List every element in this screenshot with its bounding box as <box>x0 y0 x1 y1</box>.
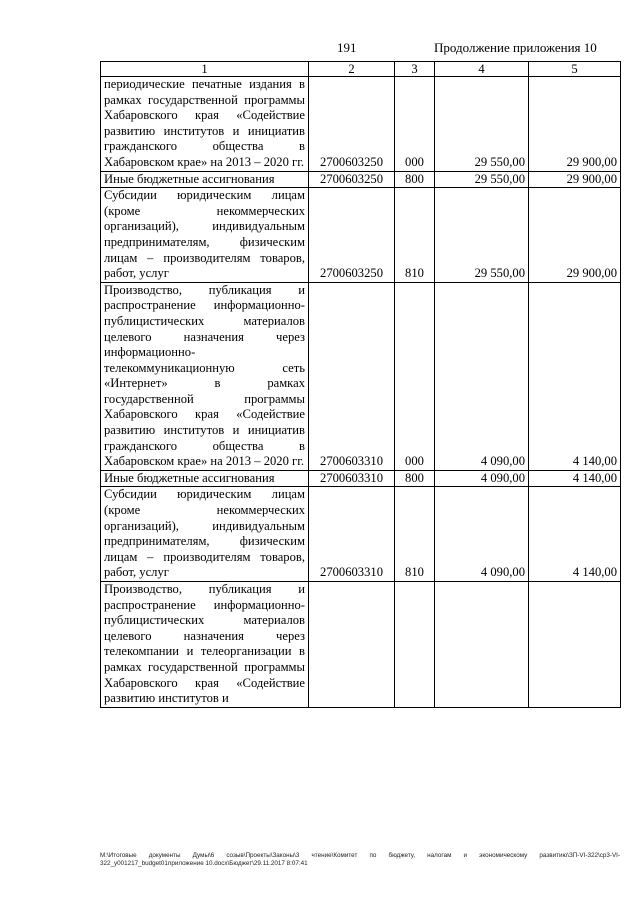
table-row <box>101 487 621 582</box>
row-description: Иные бюджетные ассигнования <box>101 470 309 487</box>
row-description: Производство, публикация и распространение информационно-публицистических материалов целевого назначения через информационно-телекоммуникационную сеть «Интернет» в рамках государственной программы Хабаровского края «Содействие развитию институтов и инициатив гражданского общества в Хабаровском крае» на 2013 – 2020 гг. <box>101 282 309 470</box>
column-header: 4 <box>435 62 529 77</box>
row-amount-col5: 29 900,00 <box>529 188 621 283</box>
row-amount-col4: 4 090,00 <box>435 282 529 470</box>
column-header: 2 <box>309 62 395 77</box>
column-header: 3 <box>395 62 435 77</box>
row-csr-code: 2700603250 <box>309 171 395 188</box>
row-amount-col4: 29 550,00 <box>435 77 529 172</box>
row-vr-code: 810 <box>395 487 435 582</box>
row-amount-col5: 4 140,00 <box>529 470 621 487</box>
row-amount-col4: 29 550,00 <box>435 171 529 188</box>
table-row <box>101 77 621 172</box>
page-number: 191 <box>337 40 357 55</box>
row-vr-code: 800 <box>395 470 435 487</box>
row-amount-col5: 4 140,00 <box>529 487 621 582</box>
row-amount-col4: 29 550,00 <box>435 188 529 283</box>
row-vr-code: 000 <box>395 77 435 172</box>
row-description: Субсидии юридическим лицам (кроме некоммерческих организаций), индивидуальным предпринимателям, физическим лицам – производителям товаров, работ, услуг <box>101 487 309 582</box>
column-header: 1 <box>101 62 309 77</box>
row-amount-col4: 4 090,00 <box>435 470 529 487</box>
appendix-continuation-note: Продолжение приложения 10 <box>434 40 597 55</box>
document-file-path-footer: M:\Итоговые документы Думы\6 созыв\Проекты\Законы\3 чтение\Комитет по бюджету, налогам и экономическому развитию\ЗП-VI-322\ср3-VI-322_у001217_budget01приложение 10.docx\Бюджет\29.11.2017 8:07:41 <box>100 852 620 867</box>
row-amount-col4 <box>435 582 529 708</box>
row-vr-code: 810 <box>395 188 435 283</box>
row-vr-code <box>395 582 435 708</box>
row-csr-code: 2700603250 <box>309 188 395 283</box>
budget-table <box>100 61 621 708</box>
row-description: периодические печатные издания в рамках государственной программы Хабаровского края «Содействие развитию институтов и инициатив гражданского общества в Хабаровском крае» на 2013 – 2020 гг. <box>101 77 309 172</box>
row-vr-code: 000 <box>395 282 435 470</box>
table-row <box>101 188 621 283</box>
row-description: Производство, публикация и распространение информационно-публицистических материалов целевого назначения через телекомпании и телеорганизации в рамках государственной программы Хабаровского края «Содействие развитию институтов и <box>101 582 309 708</box>
row-amount-col5: 29 900,00 <box>529 171 621 188</box>
column-header: 5 <box>529 62 621 77</box>
table-header-row <box>101 62 621 77</box>
row-description: Иные бюджетные ассигнования <box>101 171 309 188</box>
row-csr-code: 2700603250 <box>309 77 395 172</box>
table-row <box>101 171 621 188</box>
row-amount-col5: 4 140,00 <box>529 282 621 470</box>
table-row <box>101 282 621 470</box>
row-description: Субсидии юридическим лицам (кроме некоммерческих организаций), индивидуальным предпринимателям, физическим лицам – производителям товаров, работ, услуг <box>101 188 309 283</box>
row-csr-code: 2700603310 <box>309 470 395 487</box>
row-amount-col5: 29 900,00 <box>529 77 621 172</box>
table-row <box>101 470 621 487</box>
row-csr-code: 2700603310 <box>309 282 395 470</box>
row-csr-code <box>309 582 395 708</box>
table-row <box>101 582 621 708</box>
row-vr-code: 800 <box>395 171 435 188</box>
row-csr-code: 2700603310 <box>309 487 395 582</box>
row-amount-col4: 4 090,00 <box>435 487 529 582</box>
row-amount-col5 <box>529 582 621 708</box>
